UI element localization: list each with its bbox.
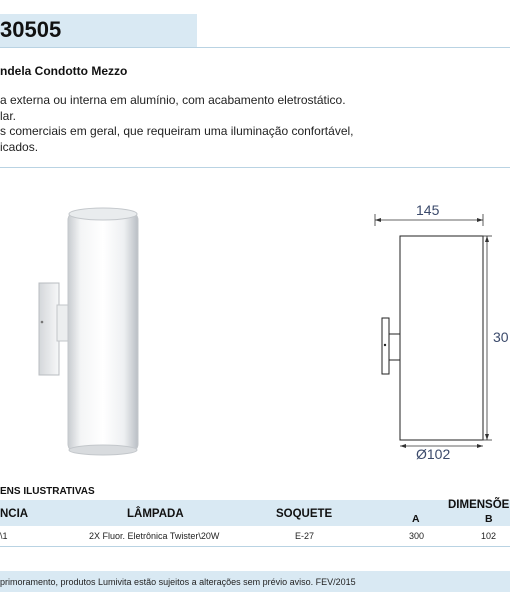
product-photo	[30, 200, 160, 460]
column-header-dimensoes: DIMENSÕE	[448, 499, 510, 511]
product-title: ndela Condotto Mezzo	[0, 64, 128, 78]
table-cell-lampada: 2X Fluor. Eletrônica Twister\20W	[89, 531, 220, 541]
column-header-soquete: SOQUETE	[276, 508, 333, 520]
column-header-a: A	[412, 513, 420, 525]
column-header-lampada: LÂMPADA	[127, 508, 184, 520]
footer-note: primoramento, produtos Lumivita estão sujeitos a alterações sem prévio aviso. FEV/2015	[0, 577, 356, 587]
technical-drawing	[370, 200, 510, 465]
diameter-dimension-label: Ø102	[416, 446, 451, 462]
product-code: 30505	[0, 17, 62, 42]
table-cell-b: 102	[481, 531, 497, 541]
header-divider	[0, 47, 510, 48]
product-code-band	[0, 14, 197, 48]
description-line: lar.	[0, 108, 17, 123]
description-line: s comerciais em geral, que requeiram uma iluminação confortável,	[0, 124, 354, 138]
product-description	[0, 93, 354, 155]
table-header-band	[0, 500, 510, 526]
images-caption: ENS ILUSTRATIVAS	[0, 486, 95, 497]
width-dimension-label: 145	[416, 202, 440, 218]
description-line: a externa ou interna em alumínio, com acabamento eletrostático.	[0, 93, 346, 107]
section-divider	[0, 167, 510, 168]
height-dimension-label: 30	[493, 329, 509, 345]
description-line: icados.	[0, 139, 39, 154]
table-row-divider	[0, 546, 510, 547]
table-cell-soquete: E-27	[295, 531, 315, 541]
table-cell-reference: \1	[0, 531, 8, 541]
column-header-reference: NCIA	[0, 508, 29, 520]
table-cell-a: 300	[409, 531, 425, 541]
column-header-b: B	[485, 513, 493, 525]
